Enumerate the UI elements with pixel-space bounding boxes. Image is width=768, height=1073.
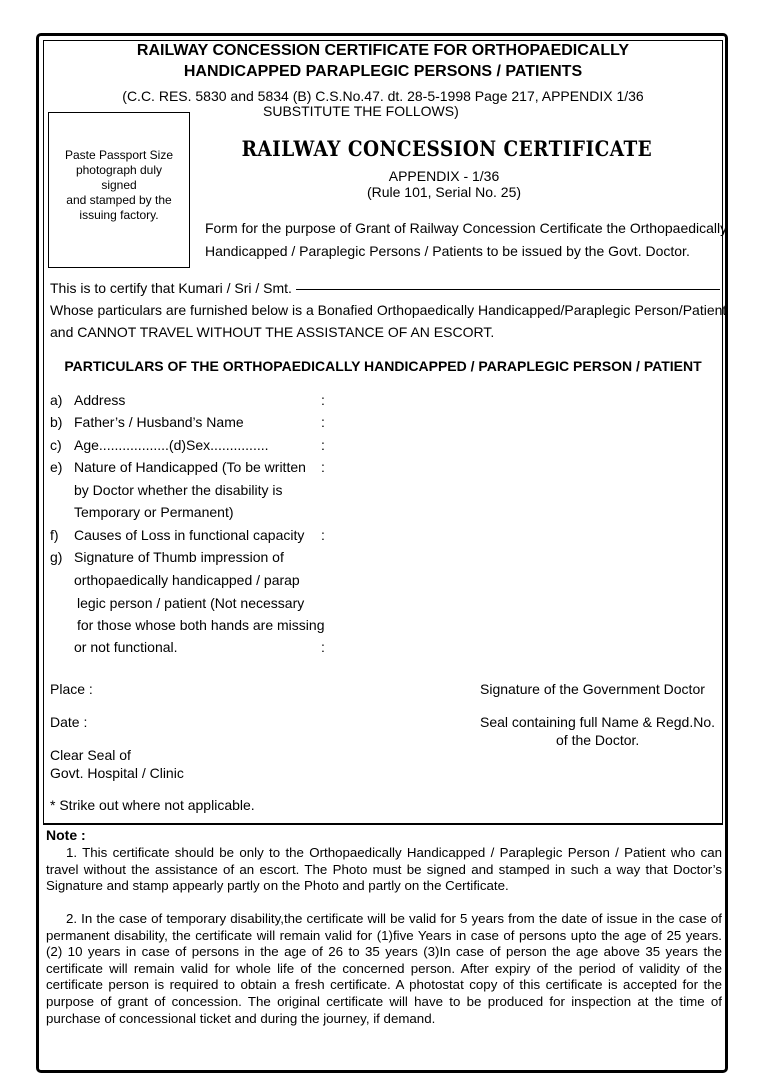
date-label: Date :: [50, 714, 88, 730]
field-label: Nature of Handicapped (To be written: [74, 459, 306, 475]
field-colon: :: [321, 414, 325, 430]
reference-line1: (C.C. RES. 5830 and 5834 (B) C.S.No.47. dt. 28-5-1998 Page 217, APPENDIX 1/36: [122, 88, 644, 104]
field-label-marker: e): [50, 459, 63, 475]
field-colon: :: [321, 392, 325, 408]
place-label: Place :: [50, 681, 93, 697]
field-colon: :: [321, 527, 325, 543]
rule-label: (Rule 101, Serial No. 25): [366, 184, 522, 200]
field-label: Address: [74, 392, 126, 408]
field-label-marker: g): [50, 549, 63, 565]
field-label: Age..................(d)Sex...............: [74, 437, 269, 453]
field-father-husband-name: [50, 414, 244, 430]
field-label-continued: legic person / patient (Not necessary: [77, 595, 305, 611]
field-label-continued: or not functional.: [74, 639, 178, 655]
seal-label-line2: of the Doctor.: [556, 732, 640, 748]
field-label-marker: b): [50, 414, 63, 430]
field-address: [50, 392, 125, 408]
field-colon: :: [321, 639, 325, 655]
name-fill-line: [296, 289, 720, 290]
field-label-continued: for those whose both hands are missing: [77, 617, 325, 633]
field-label-continued: Temporary or Permanent): [74, 504, 234, 520]
strike-out-note: * Strike out where not applicable.: [50, 797, 255, 813]
field-label-continued: by Doctor whether the disability is: [74, 482, 283, 498]
field-label: Father’s / Husband’s Name: [74, 414, 244, 430]
certify-escort-line: and CANNOT TRAVEL WITHOUT THE ASSISTANCE OF AN ESCORT.: [50, 324, 495, 340]
field-thumb-impression: [50, 549, 284, 565]
note-heading: Note :: [46, 827, 86, 843]
seal-label-line1: Seal containing full Name & Regd.No.: [480, 714, 716, 730]
photo-instructions: Paste Passport Size photograph duly signed and stamped by the issuing factory.: [64, 147, 174, 222]
note-paragraph-1: [46, 845, 722, 895]
field-label-marker: f): [50, 527, 59, 543]
form-purpose-line2: Handicapped / Paraplegic Persons / Patients to be issued by the Govt. Doctor.: [205, 243, 690, 259]
field-label: Signature of Thumb impression of: [74, 549, 284, 565]
appendix-label: APPENDIX - 1/36: [388, 168, 500, 184]
field-label-continued: orthopaedically handicapped / parap: [74, 572, 300, 588]
field-colon: :: [321, 437, 325, 453]
field-causes-of-loss: [50, 527, 304, 543]
note-divider: [43, 824, 723, 825]
certify-particulars-line: Whose particulars are furnished below is a Bonafied Orthopaedically Handicapped/Paraplegic Person/Patient: [50, 302, 727, 318]
photo-box: [48, 112, 190, 268]
certificate-heading: RAILWAY CONCESSION CERTIFICATE: [241, 136, 653, 161]
reference-line2: SUBSTITUTE THE FOLLOWS): [263, 103, 459, 119]
field-colon: :: [321, 459, 325, 475]
hospital-seal-line2: Govt. Hospital / Clinic: [50, 765, 184, 781]
note-text: 1. This certificate should be only to the Orthopaedically Handicapped / Paraplegic Person / Patient who can travel without the assistance of an escort. The Photo must be signed and stamped in such a way that Doctor’s Signature and stamp appearly partly on the Photo and partly on the Certificate.: [46, 845, 722, 894]
particulars-heading: PARTICULARS OF THE ORTHOPAEDICALLY HANDICAPPED / PARAPLEGIC PERSON / PATIENT: [64, 358, 702, 374]
certify-line: This is to certify that Kumari / Sri / Smt.: [50, 280, 292, 296]
field-age-sex: [50, 437, 269, 453]
field-nature-of-handicap: [50, 459, 306, 475]
note-paragraph-2: [46, 911, 722, 1027]
field-label: Causes of Loss in functional capacity: [74, 527, 305, 543]
document-title-line2: HANDICAPPED PARAPLEGIC PERSONS / PATIENTS: [183, 63, 583, 80]
hospital-seal-line1: Clear Seal of: [50, 747, 131, 763]
field-label-marker: c): [50, 437, 62, 453]
note-text: 2. In the case of temporary disability,the certificate will be valid for 5 years from the date of issue in the case of permanent disability, the certificate will remain valid for (1)five Years in case of persons upto the age of 25 years. (2) 10 years in case of persons in the age of 26 to 35 years (3)In case of person the age above 35 years the certificate will remain valid for whole life of the concerned person. After expiry of the period of validity of the certificate person is required to obtain a fresh certificate. A photostat copy of this certificate is accepted for the purpose of grant of concession. The original certificate will have to be produced for inspection at the time of purchase of concessional ticket and during the journey, if demand.: [46, 911, 722, 1026]
doctor-signature-label: Signature of the Government Doctor: [480, 681, 705, 697]
document-title-line1: RAILWAY CONCESSION CERTIFICATE FOR ORTHOPAEDICALLY: [136, 42, 630, 59]
form-purpose-line1: Form for the purpose of Grant of Railway Concession Certificate the Orthopaedically: [205, 220, 728, 236]
field-label-marker: a): [50, 392, 63, 408]
